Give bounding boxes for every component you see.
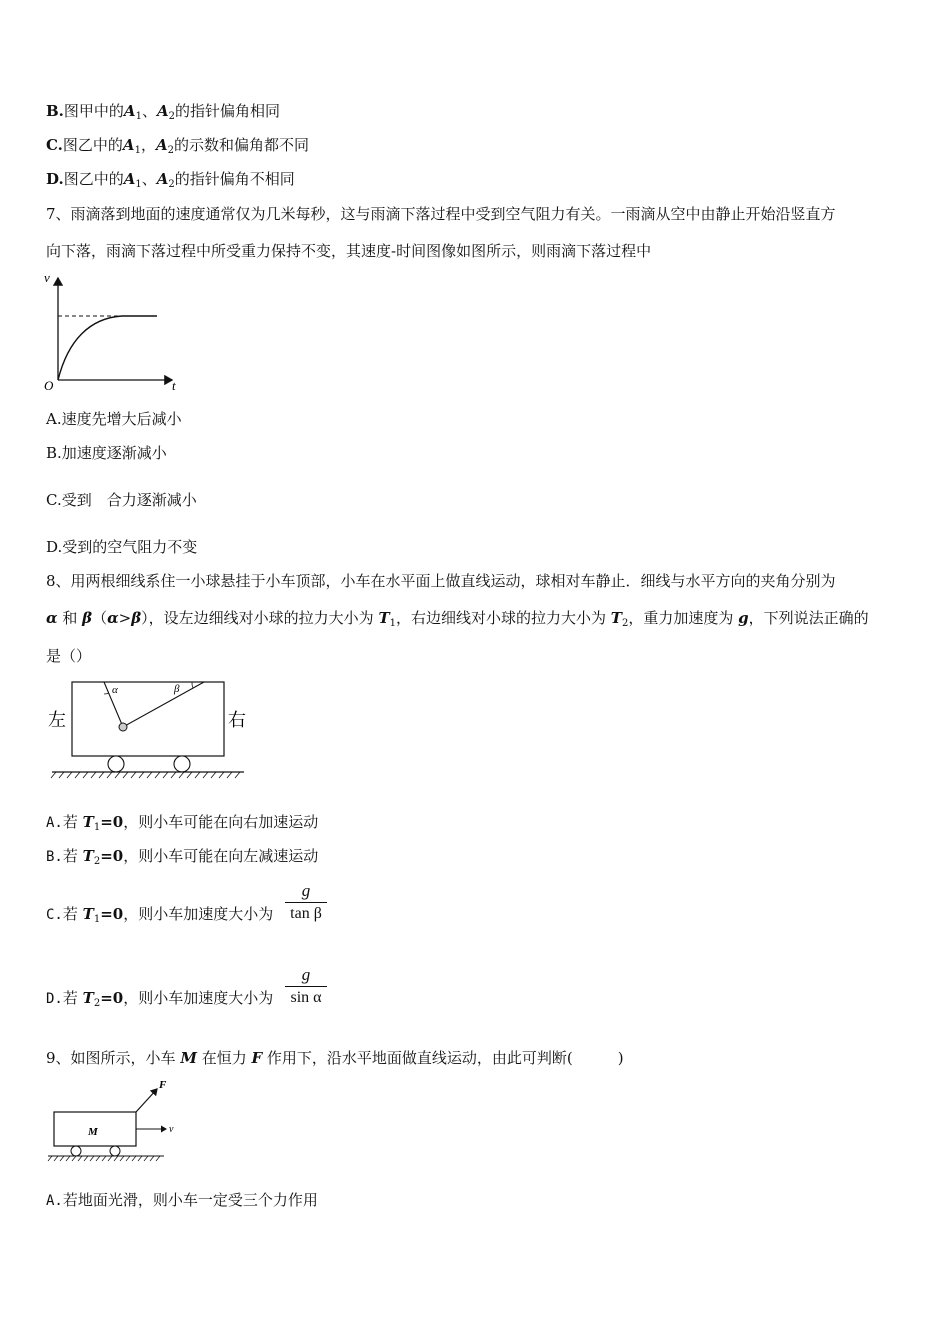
ball [119,723,127,731]
cart-body [72,682,224,756]
ground-hatching [48,1156,160,1161]
velocity-label: v [169,1124,174,1135]
q7-stem-line1: 7、雨滴落到地面的速度通常仅为几米每秒，这与雨滴下落过程中受到空气阻力有关。一雨滴从空中由静止开始沿竖直方 [46,205,836,223]
origin-label: O [44,378,54,393]
alpha-arc [104,693,109,694]
q9-cart-figure [46,1076,186,1168]
fraction-numerator: g [301,881,311,900]
right-label: 右 [228,710,246,731]
left-label: 左 [48,710,66,731]
q8-option-b: B.若 $T_2=0$，则小车可能在向左减速运动 [46,847,319,867]
q8-stem-line3: 是（） [46,647,92,665]
q8-option-c: C.若 $T_1=0$，则小车加速度大小为 [46,905,274,925]
q8-option-a: A.若 $T_1=0$，则小车可能在向右加速运动 [46,813,319,833]
q6-option-d: D.图乙中的$A_1$、$A_2$的指针偏角不相同 [46,170,295,190]
q7-velocity-time-graph [40,268,190,393]
q7-option-a: A.速度先增大后减小 [46,410,182,428]
q7-option-c: C.受到 合力逐渐减小 [46,491,197,509]
q8-option-d-fraction [285,966,327,1007]
q9-option-a: A.若地面光滑，则小车一定受三个力作用 [46,1191,318,1209]
v-axis-label: v [44,270,50,285]
wheel-right [110,1146,120,1156]
wheel-right [174,756,190,772]
fraction-numerator: g [301,965,311,984]
velocity-curve [58,316,157,380]
t-axis-label: t [172,378,176,393]
ground-hatching [51,772,240,778]
beta-arc [192,682,193,688]
wheel-left [108,756,124,772]
q7-option-b: B.加速度逐渐减小 [46,444,167,462]
beta-label: β [174,683,180,695]
right-string [123,682,204,727]
q7-option-d: D.受到的空气阻力不变 [46,538,198,556]
fraction-bar [285,986,327,987]
mass-label: M [88,1126,98,1138]
q6-option-c: C.图乙中的$A_1$，$A_2$的示数和偏角都不同 [46,136,309,156]
q8-stem-line2: α 和 β（α>β），设左边细线对小球的拉力大小为 $T_1$，右边细线对小球的拉力大小为 $T_2$，重力加速度为 g，下列说法正确的 [46,609,869,629]
q8-option-d: D.若 $T_2=0$，则小车加速度大小为 [46,989,274,1009]
fraction-denominator: sin α [290,989,322,1006]
fraction-denominator: tan β [290,905,322,922]
force-label: F [159,1079,167,1091]
q8-cart-figure [46,676,251,784]
fraction-bar [285,902,327,903]
force-arrow [136,1089,157,1112]
q8-stem-line1: 8、用两根细线系住一小球悬挂于小车顶部，小车在水平面上做直线运动，球相对车静止．细线与水平方向的夹角分别为 [46,572,836,590]
alpha-label: α [112,684,118,696]
q7-stem-line2: 向下落，雨滴下落过程中所受重力保持不变，其速度-时间图像如图所示，则雨滴下落过程中 [46,242,652,260]
q9-stem: 9、如图所示，小车 M 在恒力 F 作用下，沿水平地面做直线运动，由此可判断( ) [46,1049,624,1067]
wheel-left [71,1146,81,1156]
q8-option-c-fraction [285,882,327,923]
q6-option-b: B.图甲中的$A_1$、$A_2$的指针偏角相同 [46,102,280,122]
